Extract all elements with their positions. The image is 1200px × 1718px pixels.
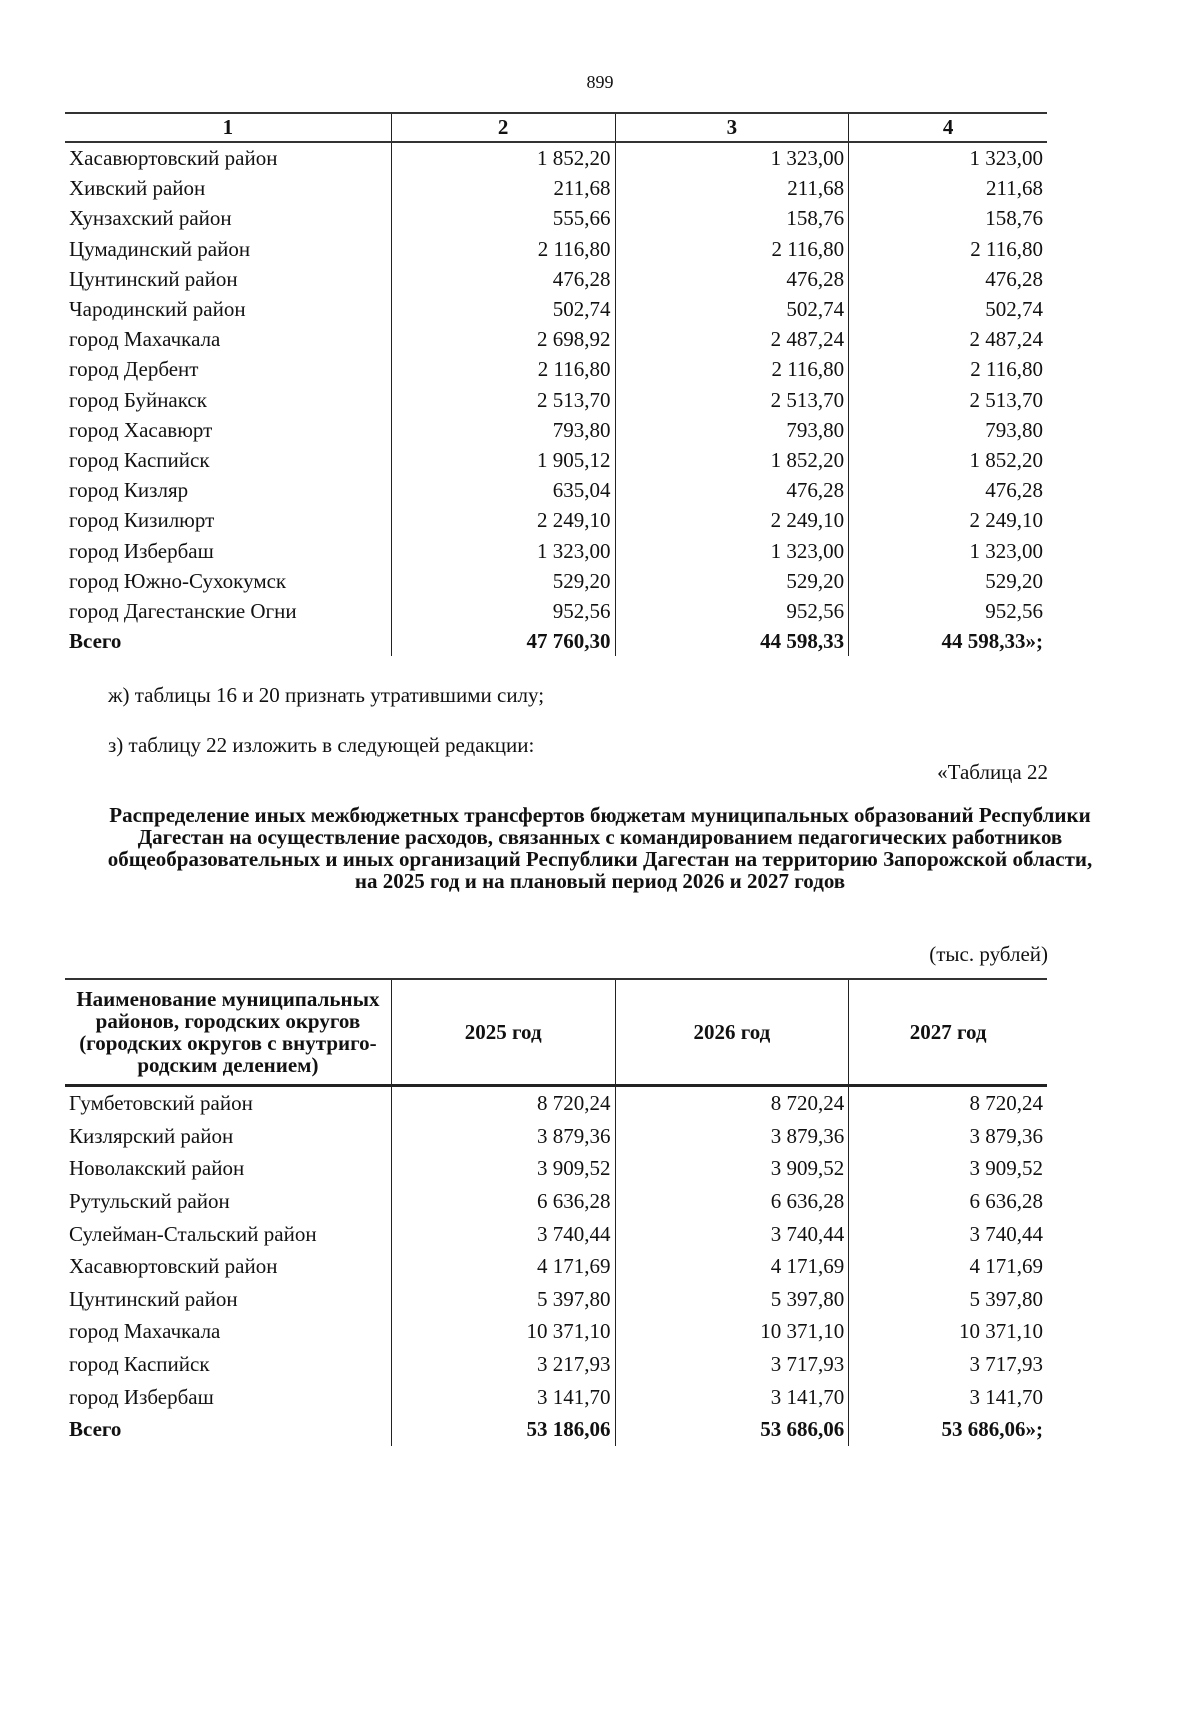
row-name-cell: город Избербаш [69,538,214,563]
value-cell: 635,04 [391,475,615,505]
value-cell: 476,28 [615,264,849,294]
value-cell: 10 371,10 [849,1315,1047,1348]
value-cell: 3 717,93 [615,1348,849,1381]
table-row [65,385,1047,415]
value-cell: 3 740,44 [615,1217,849,1250]
table-row [65,203,1047,233]
value-cell: 1 905,12 [391,445,615,475]
value-cell: 476,28 [849,475,1047,505]
table-row [65,566,1047,596]
value-cell: 3 217,93 [391,1348,615,1381]
units-label: (тыс. рублей) [929,942,1048,966]
value-cell: 529,20 [391,566,615,596]
table-row [65,505,1047,535]
row-name-cell: город Махачкала [69,1319,221,1344]
column-header: Наименование муниципальных районов, городских округов (городских округов с внутриго-родским делением) [65,979,391,1086]
value-cell: 1 323,00 [615,142,849,173]
value-cell: 4 171,69 [615,1250,849,1283]
column-header: 2 [391,113,615,142]
column-header: 2027 год [849,979,1047,1086]
value-cell: 1 323,00 [391,535,615,565]
row-name-cell: Кизлярский район [69,1123,234,1148]
row-name-cell: город Южно-Сухокумск [69,568,287,593]
value-cell: 3 141,70 [849,1380,1047,1413]
value-cell: 1 323,00 [615,535,849,565]
row-name-cell: город Дагестанские Огни [69,598,297,623]
value-cell: 4 171,69 [391,1250,615,1283]
value-cell: 476,28 [615,475,849,505]
table-row [65,445,1047,475]
value-cell: 6 636,28 [391,1185,615,1218]
column-header: 2025 год [391,979,615,1086]
table-row [65,415,1047,445]
value-cell: 793,80 [849,415,1047,445]
table-row [65,324,1047,354]
table-row [65,173,1047,203]
row-name-cell: город Каспийск [69,447,210,472]
value-cell: 3 879,36 [849,1120,1047,1153]
value-cell: 793,80 [615,415,849,445]
row-name-cell: город Кизляр [69,478,189,503]
value-cell: 476,28 [849,264,1047,294]
row-name-cell: Цунтинский район [69,266,238,291]
value-cell: 1 852,20 [849,445,1047,475]
value-cell: 2 487,24 [849,324,1047,354]
value-cell: 502,74 [615,294,849,324]
value-cell: 2 116,80 [849,354,1047,384]
value-cell: 211,68 [849,173,1047,203]
row-name-cell: Хасавюртовский район [69,1254,278,1279]
table-row [65,294,1047,324]
row-name-cell: город Хасавюрт [69,417,213,442]
value-cell: 952,56 [391,596,615,626]
value-cell: 211,68 [615,173,849,203]
total-row [65,1413,1047,1446]
row-name-cell: Сулейман-Стальский район [69,1221,317,1246]
value-cell: 2 513,70 [615,385,849,415]
value-cell: 2 116,80 [391,234,615,264]
table-row [65,142,1047,173]
row-name-cell: город Каспийск [69,1352,210,1377]
value-cell: 2 249,10 [615,505,849,535]
value-cell: 3 141,70 [615,1380,849,1413]
value-cell: 47 760,30 [391,626,615,656]
value-cell: 8 720,24 [615,1086,849,1120]
row-name-cell: Рутульский район [69,1189,230,1214]
value-cell: 2 116,80 [615,234,849,264]
row-name-cell: город Избербаш [69,1384,214,1409]
row-name-cell: город Кизилюрт [69,508,215,533]
row-name-cell: Новолакский район [69,1156,245,1181]
table-row [65,354,1047,384]
table-row [65,1315,1047,1348]
value-cell: 5 397,80 [615,1283,849,1316]
value-cell: 2 116,80 [615,354,849,384]
value-cell: 1 323,00 [849,535,1047,565]
row-name-cell: Гумбетовский район [69,1091,253,1116]
table-label: «Таблица 22 [937,760,1048,784]
value-cell: 8 720,24 [391,1086,615,1120]
value-cell: 5 397,80 [391,1283,615,1316]
table-row [65,1283,1047,1316]
value-cell: 53 186,06 [391,1413,615,1446]
table-row [65,535,1047,565]
value-cell: 2 116,80 [849,234,1047,264]
row-name-cell: Всего [69,1417,122,1442]
table-1 [65,112,1047,656]
paragraph-zh: ж) таблицы 16 и 20 признать утратившими силу; [108,683,545,707]
value-cell: 6 636,28 [615,1185,849,1218]
value-cell: 2 513,70 [849,385,1047,415]
value-cell: 502,74 [849,294,1047,324]
value-cell: 3 879,36 [391,1120,615,1153]
value-cell: 44 598,33»; [849,626,1047,656]
table-row [65,1348,1047,1381]
value-cell: 2 249,10 [849,505,1047,535]
value-cell: 53 686,06»; [849,1413,1047,1446]
row-name-cell: Чародинский район [69,297,246,322]
table-header-row [65,113,1047,142]
column-header: 2026 год [615,979,849,1086]
value-cell: 2 487,24 [615,324,849,354]
table-row [65,1380,1047,1413]
value-cell: 3 909,52 [391,1152,615,1185]
value-cell: 3 141,70 [391,1380,615,1413]
row-name-cell: город Махачкала [69,327,221,352]
row-name-cell: Хунзахский район [69,206,232,231]
paragraph-z: з) таблицу 22 изложить в следующей редакции: [108,733,535,757]
value-cell: 952,56 [615,596,849,626]
value-cell: 2 698,92 [391,324,615,354]
value-cell: 158,76 [849,203,1047,233]
row-name-cell: город Буйнакск [69,387,207,412]
value-cell: 5 397,80 [849,1283,1047,1316]
value-cell: 10 371,10 [615,1315,849,1348]
value-cell: 555,66 [391,203,615,233]
row-name-cell: город Дербент [69,357,199,382]
row-name-cell: Цумадинский район [69,236,251,261]
value-cell: 529,20 [849,566,1047,596]
table-22 [65,978,1047,1446]
table-header-row [65,979,1047,1086]
table-row [65,1086,1047,1120]
table-row [65,234,1047,264]
table-row [65,475,1047,505]
value-cell: 1 852,20 [391,142,615,173]
value-cell: 2 249,10 [391,505,615,535]
table-row [65,596,1047,626]
value-cell: 476,28 [391,264,615,294]
column-header: 3 [615,113,849,142]
row-name-cell: Цунтинский район [69,1286,238,1311]
table-row [65,264,1047,294]
value-cell: 211,68 [391,173,615,203]
value-cell: 8 720,24 [849,1086,1047,1120]
page-number: 899 [586,72,614,92]
value-cell: 3 909,52 [849,1152,1047,1185]
value-cell: 4 171,69 [849,1250,1047,1283]
table-row [65,1185,1047,1218]
value-cell: 10 371,10 [391,1315,615,1348]
value-cell: 529,20 [615,566,849,596]
value-cell: 44 598,33 [615,626,849,656]
value-cell: 3 879,36 [615,1120,849,1153]
table-row [65,1152,1047,1185]
row-name-cell: Хасавюртовский район [69,146,278,171]
total-row [65,626,1047,656]
value-cell: 793,80 [391,415,615,445]
value-cell: 3 717,93 [849,1348,1047,1381]
table-row [65,1120,1047,1153]
value-cell: 3 740,44 [391,1217,615,1250]
value-cell: 158,76 [615,203,849,233]
value-cell: 6 636,28 [849,1185,1047,1218]
value-cell: 53 686,06 [615,1413,849,1446]
value-cell: 3 740,44 [849,1217,1047,1250]
value-cell: 952,56 [849,596,1047,626]
value-cell: 1 323,00 [849,142,1047,173]
table-row [65,1250,1047,1283]
row-name-cell: Хивский район [69,176,206,201]
column-header: 1 [65,113,391,142]
value-cell: 502,74 [391,294,615,324]
column-header: 4 [849,113,1047,142]
value-cell: 3 909,52 [615,1152,849,1185]
table-row [65,1217,1047,1250]
row-name-cell: Всего [69,629,122,654]
table-title: Распределение иных межбюджетных трансфертов бюджетам муниципальных образований Республики Дагестан на осуществление расходов, связанных с командированием педагогических работников общеобразовательных и иных организаций Республики Дагестан на территорию Запорожской области, на 2025 год и на плановый период 2026 и 2027 годов [107,803,1093,893]
value-cell: 2 513,70 [391,385,615,415]
value-cell: 2 116,80 [391,354,615,384]
value-cell: 1 852,20 [615,445,849,475]
